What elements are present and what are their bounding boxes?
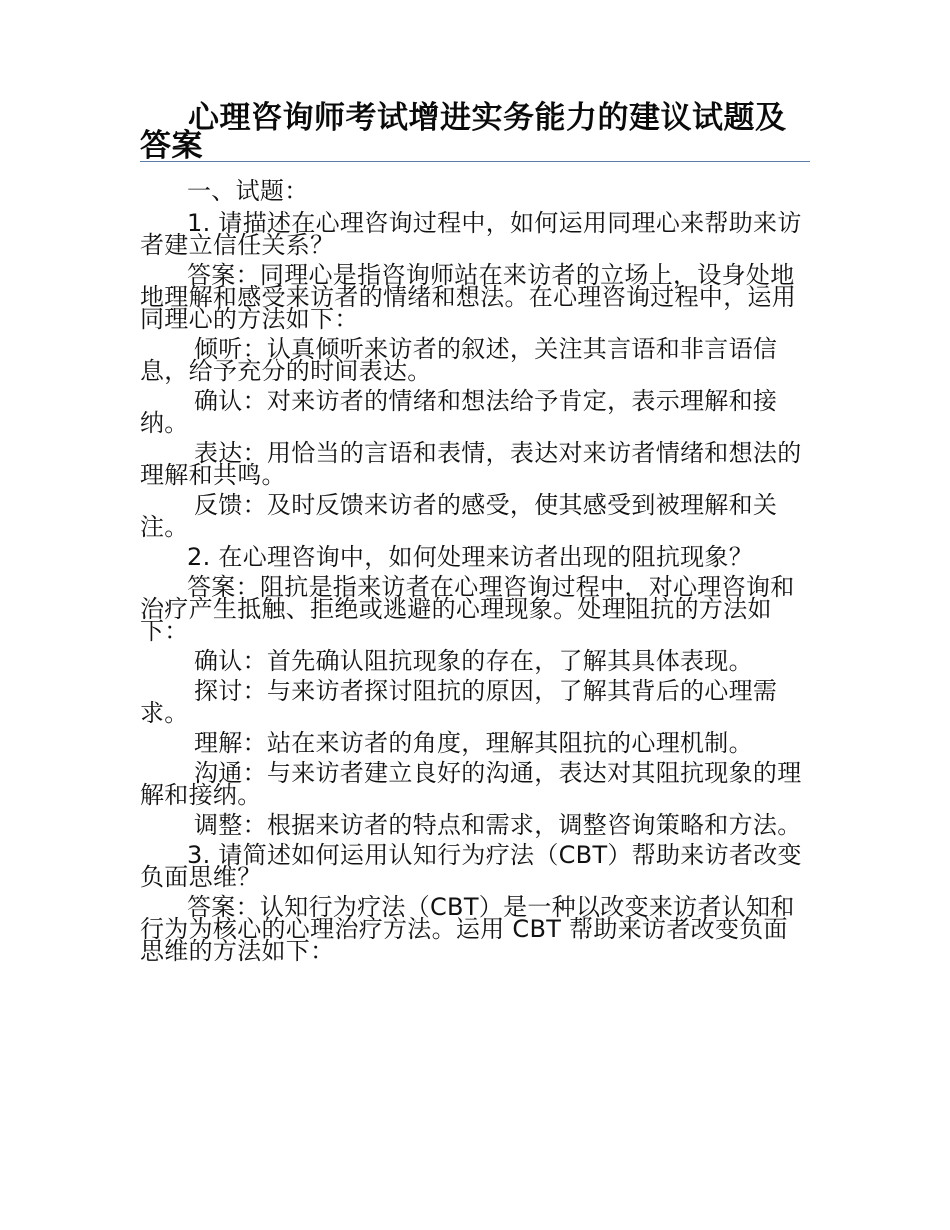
question-3: 3. 请简述如何运用认知行为疗法（CBT）帮助来访者改变负面思维？ <box>140 841 802 891</box>
answer-1: 答案：同理心是指咨询师站在来访者的立场上，设身处地地理解和感受来访者的情绪和想法。在心理咨询过程中，运用同理心的方法如下： <box>140 261 797 333</box>
answer-2-point-communicate: 沟通：与来访者建立良好的沟通，表达对其阻抗现象的理解和接纳。 <box>140 759 802 809</box>
answer-1-point-express: 表达：用恰当的言语和表情，表达对来访者情绪和想法的理解和共鸣。 <box>140 439 802 489</box>
answer-2-point-confirm: 确认：首先确认阻抗现象的存在，了解其具体表现。 <box>194 647 753 675</box>
title-block <box>140 100 810 164</box>
answer-2-point-adjust: 调整：根据来访者的特点和需求，调整咨询策略和方法。 <box>194 811 802 839</box>
document-body <box>140 177 810 970</box>
question-2: 2. 在心理咨询中，如何处理来访者出现的阻抗现象？ <box>187 543 754 571</box>
answer-3: 答案：认知行为疗法（CBT）是一种以改变来访者认知和行为为核心的心理治疗方法。运用 CBT 帮助来访者改变负面思维的方法如下： <box>140 893 795 965</box>
page-title: 心理咨询师考试增进实务能力的建议试题及答案 <box>140 100 787 164</box>
section-heading: 一、试题： <box>187 177 309 205</box>
question-1: 1. 请描述在心理咨询过程中，如何运用同理心来帮助来访者建立信任关系？ <box>140 209 802 259</box>
answer-2-point-understand: 理解：站在来访者的角度，理解其阻抗的心理机制。 <box>194 729 753 757</box>
answer-2-point-discuss: 探讨：与来访者探讨阻抗的原因，了解其背后的心理需求。 <box>140 677 778 727</box>
answer-2: 答案：阻抗是指来访者在心理咨询过程中，对心理咨询和治疗产生抵触、拒绝或逃避的心理现象。处理阻抗的方法如下： <box>140 573 795 645</box>
answer-1-point-feedback: 反馈：及时反馈来访者的感受，使其感受到被理解和关注。 <box>140 491 778 541</box>
title-divider <box>140 161 810 162</box>
answer-1-point-confirm: 确认：对来访者的情绪和想法给予肯定，表示理解和接纳。 <box>140 387 778 437</box>
answer-1-point-listen: 倾听：认真倾听来访者的叙述，关注其言语和非言语信息，给予充分的时间表达。 <box>140 335 778 385</box>
